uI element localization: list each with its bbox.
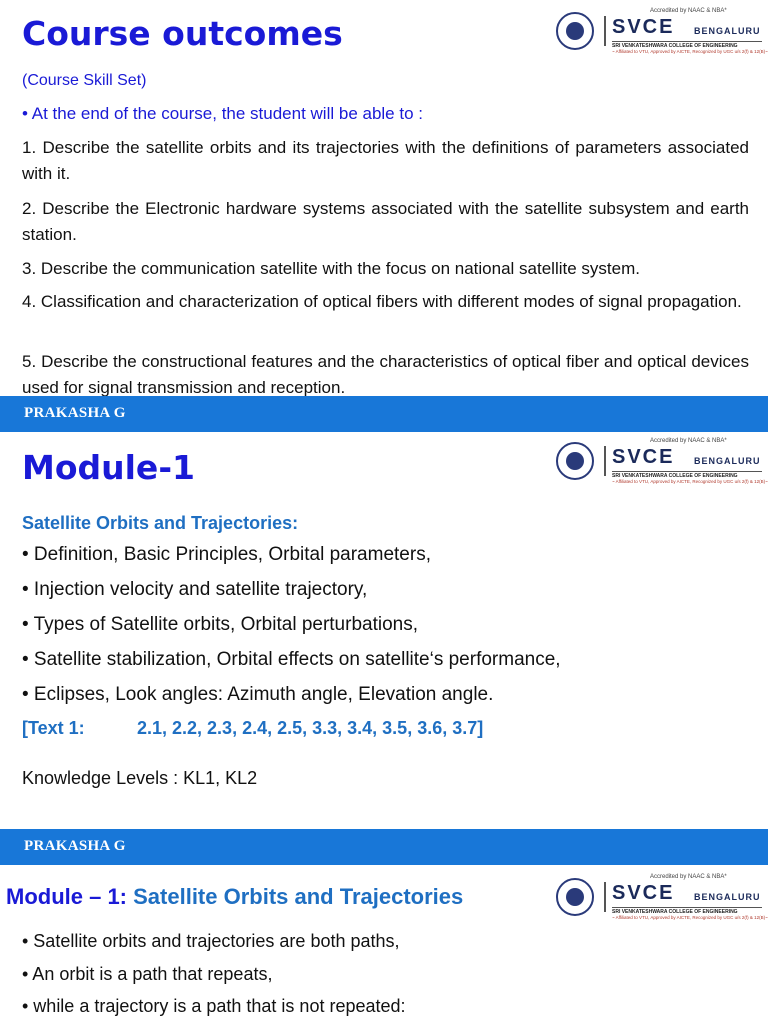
slide-module-1 [0, 432, 768, 828]
textbook-reference: [Text 1: 2.1, 2.2, 2.3, 2.4, 2.5, 3.3, 3.4, 3.5, 3.6, 3.7] [22, 718, 484, 738]
knowledge-levels: Knowledge Levels : KL1, KL2 [22, 768, 258, 788]
slide-module-1-orbits [0, 866, 768, 1024]
college-seal-icon [556, 12, 594, 50]
slide-title: Module-1 [22, 448, 195, 487]
author-footer-bar [0, 396, 768, 432]
outcome-item: 4. Classification and characterization of optical fibers with different modes of signal propagation. [22, 292, 742, 311]
outcome-item: 1. Describe the satellite orbits and its trajectories with the definitions of parameters associated with it. [22, 138, 749, 183]
content-bullet: • while a trajectory is a path that is not repeated: [22, 996, 406, 1016]
author-footer-bar [0, 829, 768, 865]
college-seal-icon [556, 442, 594, 480]
college-logo: Accredited by NAAC & NBA* SVCE BENGALURU SRI VENKATESHWARA COLLEGE OF ENGINEERING ~ Affiliated to VTU, Approved by AICTE, Recognized by UGC u/s 2(f) & 12(B)~ [556, 874, 762, 922]
slide-course-outcomes [0, 0, 768, 396]
outcome-item: 5. Describe the constructional features and the characteristics of optical fiber and optical devices used for signal transmission and reception. [22, 352, 749, 396]
topic-bullet: • Eclipses, Look angles: Azimuth angle, Elevation angle. [22, 684, 494, 705]
module-heading: Satellite Orbits and Trajectories: [22, 513, 299, 533]
topic-bullet: • Satellite stabilization, Orbital effects on satellite‘s performance, [22, 649, 561, 670]
college-logo: Accredited by NAAC & NBA* SVCE BENGALURU SRI VENKATESHWARA COLLEGE OF ENGINEERING ~ Affiliated to VTU, Approved by AICTE, Recognized by UGC u/s 2(f) & 12(B)~ [556, 438, 762, 486]
course-skill-set-label: (Course Skill Set) [22, 72, 147, 89]
content-bullet: • Satellite orbits and trajectories are both paths, [22, 931, 400, 951]
college-seal-icon [556, 878, 594, 916]
slide-title: Module – 1: Satellite Orbits and Trajectories [6, 884, 464, 909]
author-name: PRAKASHA G [24, 405, 126, 421]
topic-bullet: • Injection velocity and satellite trajectory, [22, 579, 368, 600]
intro-text: • At the end of the course, the student will be able to : [22, 104, 423, 123]
outcome-item: 2. Describe the Electronic hardware systems associated with the satellite subsystem and earth station. [22, 199, 749, 244]
topic-bullet: • Definition, Basic Principles, Orbital parameters, [22, 544, 431, 565]
outcome-item: 3. Describe the communication satellite with the focus on national satellite system. [22, 259, 640, 278]
college-logo: Accredited by NAAC & NBA* SVCE BENGALURU SRI VENKATESHWARA COLLEGE OF ENGINEERING ~ Affiliated to VTU, Approved by AICTE, Recognized by UGC u/s 2(f) & 12(B)~ [556, 8, 762, 56]
slide-title: Course outcomes [22, 14, 343, 53]
content-bullet: • An orbit is a path that repeats, [22, 964, 273, 984]
author-name: PRAKASHA G [24, 838, 126, 854]
topic-bullet: • Types of Satellite orbits, Orbital perturbations, [22, 614, 418, 635]
